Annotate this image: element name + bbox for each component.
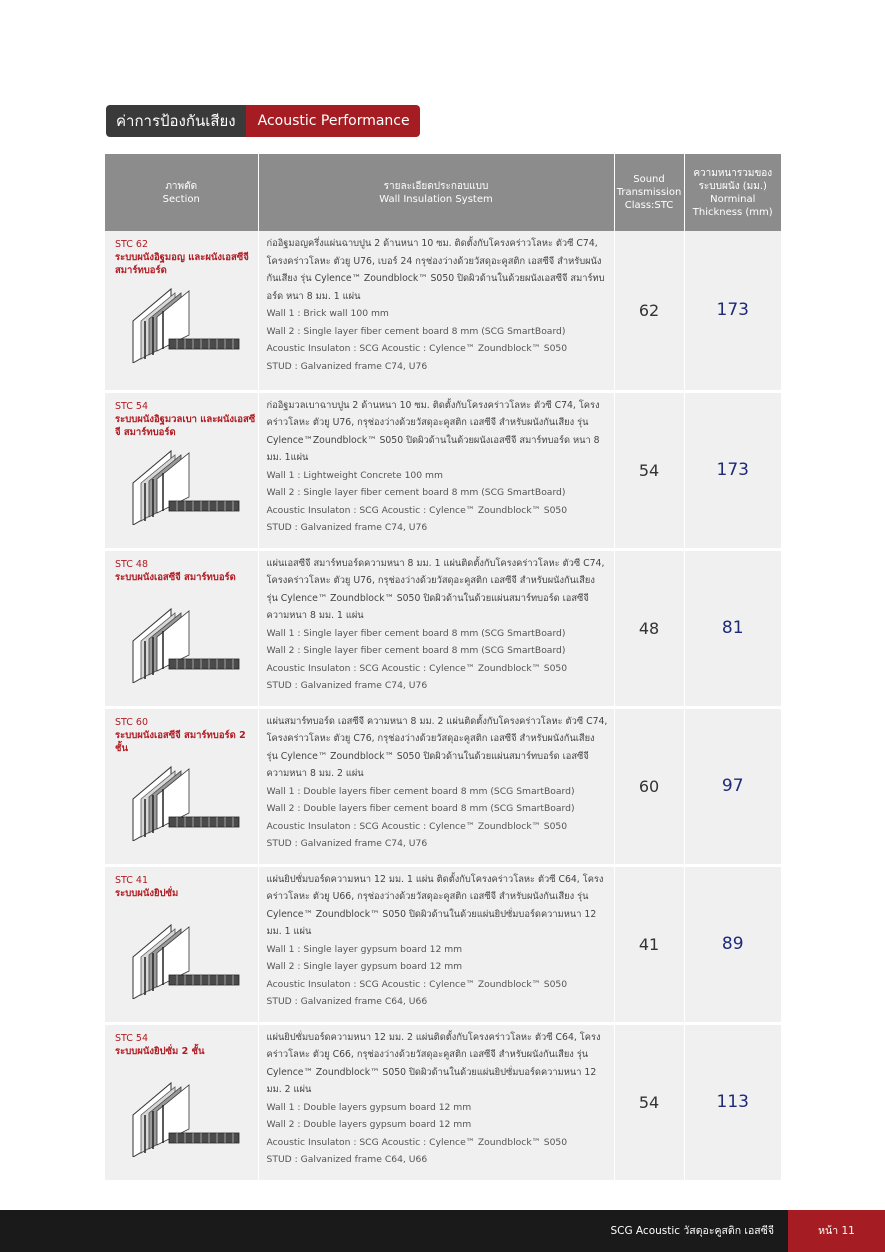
stud-spec: STUD : Galvanized frame C74, U76 <box>266 522 428 533</box>
acoustic-insulation-spec: Acoustic Insulaton : SCG Acoustic : Cylence™ Zoundblock™ S050 <box>266 1136 568 1148</box>
thickness-value: 113 <box>684 1023 781 1181</box>
stc-value: 41 <box>614 865 684 1023</box>
table-header-row <box>105 154 781 231</box>
description-thai: แผ่นยิปซั่มบอร์ดความหนา 12 มม. 2 แผ่นติดตั้งกับโครงคร่าวโลหะ ตัวซี C64, โครงคร่าวโลหะ ตัวยู C66, กรุช่องว่างด้วยวัสดุอะคูสติก เอสซีจี สำหรับผนังกันเสียง รุ่น Cylence™ Zoundblock™ S050 ปิดผิวด้านในด้วยแผ่นยิปซั่มบอร์ดความหนา 12 มม. 2 แผ่น <box>266 1031 601 1095</box>
description-thai: แผ่นสมาร์ทบอร์ด เอสซีจี ความหนา 8 มม. 2 แผ่นติดตั้งกับโครงคร่าวโลหะ ตัวซี C74, โครงคร่าวโลหะ ตัวยู C76, กรุช่องว่างด้วยวัสดุอะคูสติก เอสซีจี สำหรับผนังกันเสียง รุ่น Cylence™ Zoundblock™ S050 ปิดผิวด้านในด้วยแผ่นสมาร์ทบอร์ด เอสซีจี ความหนา 8 มม. 2 แผ่น <box>266 715 608 779</box>
col-system: รายละเอียดประกอบแบบ Wall Insulation System <box>258 154 614 231</box>
description-thai: ก่ออิฐมวลเบาฉาบปูน 2 ด้านหนา 10 ซม. ติดตั้งกับโครงคร่าวโลหะ ตัวซี C74, โครงคร่าวโลหะ ตัวยู U76, กรุช่องว่างด้วยวัสดุอะคูสติก เอสซีจี สำหรับผนังกันเสียง รุ่น Cylence™Zoundblock™ S050 ปิดผิวด้านในด้วยผนังเอสซีจี สมาร์ทบอร์ด หนา 8 มม. 1แผ่น <box>266 399 600 463</box>
wall-1-spec: Wall 1 : Double layers fiber cement board 8 mm (SCG SmartBoard) <box>266 785 575 797</box>
acoustic-insulation-spec: Acoustic Insulaton : SCG Acoustic : Cylence™ Zoundblock™ S050 <box>266 662 568 674</box>
table-row <box>105 1023 781 1181</box>
wall-section-illustration <box>123 759 243 841</box>
title-english: Acoustic Performance <box>246 105 420 137</box>
stc-value: 54 <box>614 1023 684 1181</box>
table-row <box>105 549 781 707</box>
stud-spec: STUD : Galvanized frame C74, U76 <box>266 838 428 849</box>
stc-label: STC 48 <box>115 558 149 570</box>
page-footer <box>0 1210 885 1252</box>
wall-2-spec: Wall 2 : Single layer fiber cement board 8 mm (SCG SmartBoard) <box>266 325 566 337</box>
stud-spec: STUD : Galvanized frame C64, U66 <box>266 1154 428 1165</box>
description-cell <box>258 865 614 1023</box>
stc-label: STC 62 <box>115 239 149 250</box>
description-cell <box>258 707 614 865</box>
thickness-value: 89 <box>684 865 781 1023</box>
wall-1-spec: Wall 1 : Single layer gypsum board 12 mm <box>266 943 463 955</box>
section-cell <box>105 865 258 1023</box>
section-cell <box>105 549 258 707</box>
acoustic-insulation-spec: Acoustic Insulaton : SCG Acoustic : Cylence™ Zoundblock™ S050 <box>266 343 568 354</box>
acoustic-insulation-spec: Acoustic Insulaton : SCG Acoustic : Cylence™ Zoundblock™ S050 <box>266 978 568 990</box>
wall-2-spec: Wall 2 : Double layers gypsum board 12 mm <box>266 1119 472 1130</box>
wall-1-spec: Wall 1 : Single layer fiber cement board 8 mm (SCG SmartBoard) <box>266 627 566 639</box>
stc-label: STC 41 <box>115 874 149 886</box>
stc-value: 54 <box>614 391 684 549</box>
description-thai: แผ่นยิปซั่มบอร์ดความหนา 12 มม. 1 แผ่น ติดตั้งกับโครงคร่าวโลหะ ตัวซี C64, โครงคร่าวโลหะ ตัวยู U66, กรุช่องว่างด้วยวัสดุอะคูสติก เอสซีจี สำหรับผนังกันเสียง รุ่น Cylence™ Zoundblock™ S050 ปิดผิวด้านในด้วยแผ่นยิปซั่มบอร์ดความหนา 12 มม. 1 แผ่น <box>266 873 604 937</box>
wall-2-spec: Wall 2 : Single layer gypsum board 12 mm <box>266 961 463 972</box>
description-thai: แผ่นเอสซีจี สมาร์ทบอร์ดความหนา 8 มม. 1 แผ่นติดตั้งกับโครงคร่าวโลหะ ตัวซี C74, โครงคร่าวโลหะ ตัวยู U76, กรุช่องว่างด้วยวัสดุอะคูสติก เอสซีจี สำหรับผนังกันเสียง รุ่น Cylence™ Zoundblock™ S050 ปิดผิวด้านในด้วยแผ่นสมาร์ทบอร์ด เอสซีจี ความหนา 8 มม. 1 แผ่น <box>266 557 605 621</box>
stc-value: 60 <box>614 707 684 865</box>
description-cell <box>258 231 614 391</box>
table-row <box>105 707 781 865</box>
page-number: หน้า 11 <box>788 1210 885 1252</box>
section-cell <box>105 1023 258 1181</box>
footer-brand: SCG Acoustic วัสดุอะคูสติก เอสซีจี <box>610 1225 774 1237</box>
stc-label: STC 54 <box>115 400 149 412</box>
acoustic-performance-table <box>105 154 781 1183</box>
section-cell <box>105 707 258 865</box>
system-name: ระบบผนังอิฐมอญ และผนังเอสซีจี สมาร์ทบอร์ด <box>115 252 249 276</box>
wall-1-spec: Wall 1 : Lightweight Concrete 100 mm <box>266 469 443 481</box>
wall-1-spec: Wall 1 : Double layers gypsum board 12 mm <box>266 1101 472 1113</box>
wall-section-illustration <box>123 281 243 363</box>
col-thickness: ความหนารวมของระบบผนัง (มม.) Norminal Thickness (mm) <box>684 154 781 231</box>
stc-value: 62 <box>614 231 684 391</box>
title-thai: ค่าการป้องกันเสียง <box>106 105 246 137</box>
section-cell <box>105 231 258 391</box>
acoustic-insulation-spec: Acoustic Insulaton : SCG Acoustic : Cylence™ Zoundblock™ S050 <box>266 820 568 832</box>
col-stc: Sound Transmission Class:STC <box>614 154 684 231</box>
description-cell <box>258 1023 614 1181</box>
section-title <box>106 105 420 137</box>
wall-section-illustration <box>123 917 243 999</box>
wall-1-spec: Wall 1 : Brick wall 100 mm <box>266 308 389 319</box>
col-section: ภาพตัด Section <box>105 154 258 231</box>
stud-spec: STUD : Galvanized frame C74, U76 <box>266 680 428 691</box>
system-name: ระบบผนังยิปซั่ม 2 ชั้น <box>115 1045 205 1057</box>
stud-spec: STUD : Galvanized frame C64, U66 <box>266 996 428 1007</box>
wall-section-illustration <box>123 443 243 525</box>
system-name: ระบบผนังเอสซีจี สมาร์ทบอร์ด 2 ชั้น <box>115 729 246 754</box>
wall-section-illustration <box>123 1075 243 1157</box>
table-row <box>105 231 781 391</box>
stc-label: STC 60 <box>115 716 149 728</box>
description-thai: ก่ออิฐมอญครึ่งแผ่นฉาบปูน 2 ด้านหนา 10 ซม. ติดตั้งกับโครงคร่าวโลหะ ตัวซี C74, โครงคร่าวโลหะ ตัวยู U76, เบอร์ 24 กรุช่องว่างด้วยวัสดุอะคูสติก เอสซีจี สำหรับผนังกันเสียง รุ่น Cylence™ Zoundblock™ S050 ปิดผิวด้านในด้วยผนังเอสซีจี สมาร์ทบอร์ด หนา 8 มม. 1 แผ่น <box>266 238 605 302</box>
wall-2-spec: Wall 2 : Single layer fiber cement board 8 mm (SCG SmartBoard) <box>266 645 566 656</box>
system-name: ระบบผนังยิปซั่ม <box>115 887 179 899</box>
table-row <box>105 391 781 549</box>
wall-section-illustration <box>123 601 243 683</box>
stud-spec: STUD : Galvanized frame C74, U76 <box>266 360 428 372</box>
system-name: ระบบผนังเอสซีจี สมาร์ทบอร์ด <box>115 571 236 583</box>
thickness-value: 81 <box>684 549 781 707</box>
thickness-value: 97 <box>684 707 781 865</box>
thickness-value: 173 <box>684 391 781 549</box>
system-name: ระบบผนังอิฐมวลเบา และผนังเอสซีจี สมาร์ทบอร์ด <box>115 413 256 438</box>
acoustic-insulation-spec: Acoustic Insulaton : SCG Acoustic : Cylence™ Zoundblock™ S050 <box>266 504 568 516</box>
section-cell <box>105 391 258 549</box>
thickness-value: 173 <box>684 231 781 391</box>
stc-value: 48 <box>614 549 684 707</box>
wall-2-spec: Wall 2 : Double layers fiber cement board 8 mm (SCG SmartBoard) <box>266 803 575 814</box>
stc-label: STC 54 <box>115 1032 149 1044</box>
wall-2-spec: Wall 2 : Single layer fiber cement board 8 mm (SCG SmartBoard) <box>266 487 566 498</box>
description-cell <box>258 391 614 549</box>
description-cell <box>258 549 614 707</box>
table-row <box>105 865 781 1023</box>
